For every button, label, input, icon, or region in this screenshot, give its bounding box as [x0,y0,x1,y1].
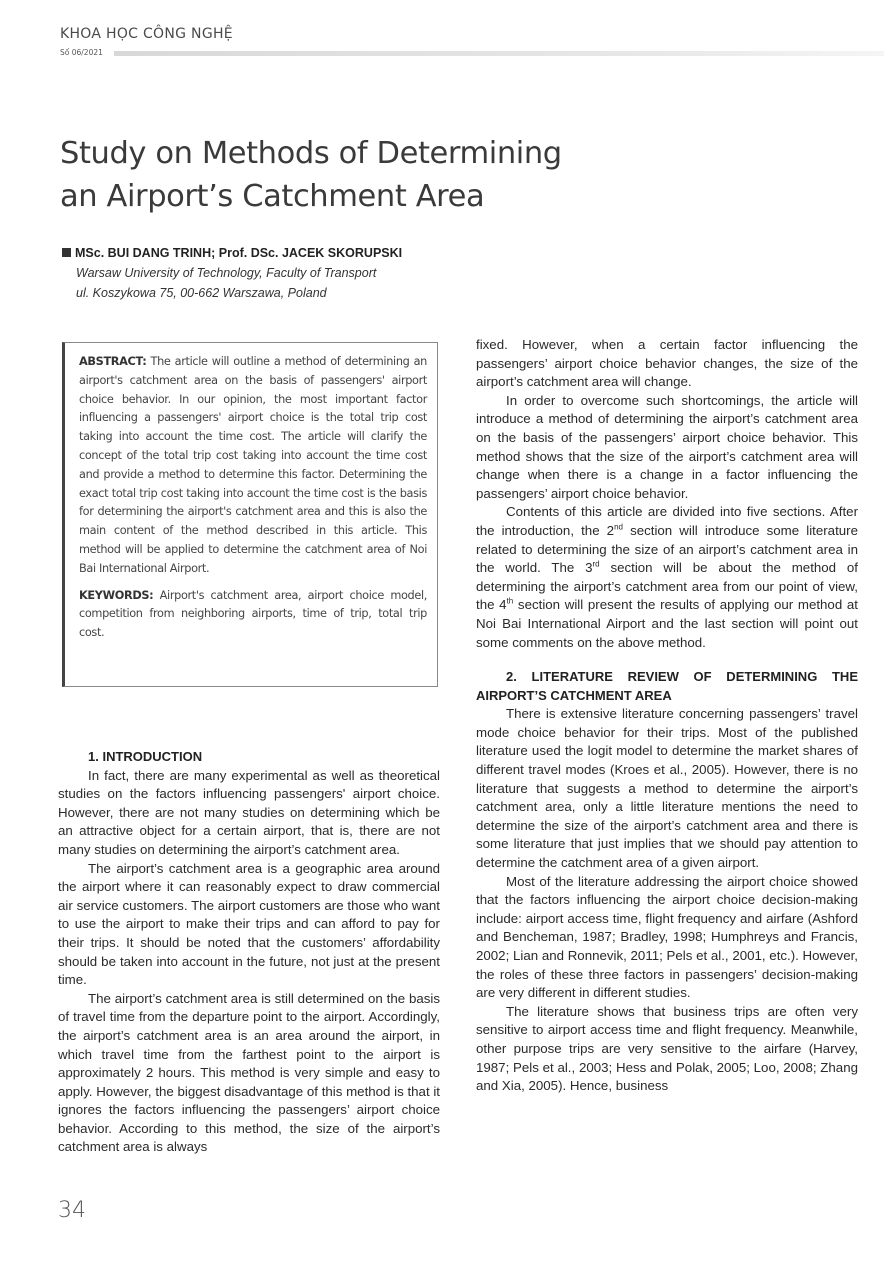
page-number: 34 [58,1198,86,1223]
paragraph: The literature shows that business trips are often very sensitive to airport access time and flight frequency. Meanwhile, other purpose trips are very sensitive to the airfare (Harvey, 1987; Pels et al., 2003; Hess and Polak, 2005; Loo, 2008; Zhang and Xia, 2005). Hence, business [476,1003,858,1094]
section-heading-introduction: 1. INTRODUCTION [88,749,203,764]
keywords-text: Airport's catchment area, airport choice model, competition from neighboring airports, time of trip, total trip cost. [79,588,427,640]
abstract-text: The article will outline a method of determining an airport's catchment area on the basis of passengers' airport choice behavior. In our opinion, the most important factor influencing a passengers' airport choice is the total trip cost taking into account the time cost. The article will clarify the concept of the total trip cost taking into account the time cost and provide a method to determine this factor. Determining the exact total trip cost taking into account the time cost is the basis for determining the airport's catchment area and this is also the main content of the method described in this article. This method will be applied to determine the catchment area of Noi Bai International Airport. [79,355,427,575]
paragraph: There is extensive literature concerning passengers’ travel mode choice behavior for their trips. Most of the published literature used the logit model to determine the market shares of different travel modes (Kroes et al., 2005). However, there is no literature that suggests a method to determine the airport’s catchment area, only a little literature mentions the need to determine the size of the airport’s catchment area and there is some literature that just implies that we should pay attention to determine the catchment area of a given airport. [476,706,858,871]
header-rule [114,51,884,56]
paragraph: In order to overcome such shortcomings, the article will introduce a method of determining the airport’s catchment area on the basis of the passengers’ airport choice behavior. This method shows that the size of the airport’s catchment area will change when there is a change in a factor influencing the passengers’ airport choice behavior. [476,392,858,501]
journal-issue: Số 06/2021 [60,48,103,57]
right-column [476,336,858,1096]
abstract-label: ABSTRACT: [79,355,147,368]
keywords-label: KEYWORDS: [79,588,154,602]
affiliation-line-1: Warsaw University of Technology, Faculty of Transport [76,266,377,280]
paragraph: The airport’s catchment area is still determined on the basis of travel time from the departure point to the airport. Accordingly, the airport’s catchment area is an area around the airport, in which travel time from the farthest point to the airport is approximately 2 hours. This method is very simple and easy to apply. However, the biggest disadvantage of this method is that it ignores the factors influencing the passengers’ airport choice behavior. According to this method, the size of the airport’s catchment area is always [58,990,440,1155]
abstract [79,353,427,579]
paragraph: fixed. However, when a certain factor influencing the passengers’ airport choice behavior changes, the size of the airport’s catchment area will change. [476,337,858,390]
square-bullet-icon [62,248,71,257]
section-heading-literature-review: 2. LITERATURE REVIEW OF DETERMINING THE AIRPORT’S CATCHMENT AREA [476,669,858,703]
article-title [60,132,562,218]
paragraph: In fact, there are many experimental as well as theoretical studies on the factors influencing passengers' airport choice. However, there are not many studies on determining which be an attractive object for a certain airport, that is, there are not many studies on determining the airport’s catchment area. [58,767,440,857]
author-names: MSc. BUI DANG TRINH; Prof. DSc. JACEK SKORUPSKI [75,246,403,260]
authors [62,246,402,260]
affiliation-line-2: ul. Koszykowa 75, 00-662 Warszawa, Poland [76,286,327,300]
abstract-box [62,342,438,687]
title-line-2: an Airport’s Catchment Area [60,179,485,214]
journal-category: KHOA HỌC CÔNG NGHỆ [60,26,233,42]
left-column [58,748,440,1157]
paragraph: Contents of this article are divided into five sections. After the introduction, the 2nd section will introduce some literature related to determining the size of an airport’s catchment area in the world. The 3rd section will be about the method of determining the airport’s catchment area from our point of view, the 4th section will present the results of applying our method at Noi Bai International Airport and the last section will point out some comments on the above method. [476,504,858,650]
paragraph: Most of the literature addressing the airport choice showed that the factors influencing the airport choice decision-making include: airport access time, flight frequency and airfare (Ashford and Bencheman, 1987; Bradley, 1998; Humphreys and Francis, 2002; Lian and Ronnevik, 2011; Pels et al., 2001, etc.). However, the roles of these three factors in passengers’ decision-making are very different in different studies. [476,873,858,1001]
paragraph: The airport’s catchment area is a geographic area around the airport where it can reasonably expect to draw commercial air service customers. The airport customers are those who want to use the airport to make their trips and can afford to pay for their trips. It should be noted that the customers’ affordability should be taken into account in the future, not just at the present time. [58,860,440,988]
keywords [79,587,427,643]
title-line-1: Study on Methods of Determining [60,136,562,171]
